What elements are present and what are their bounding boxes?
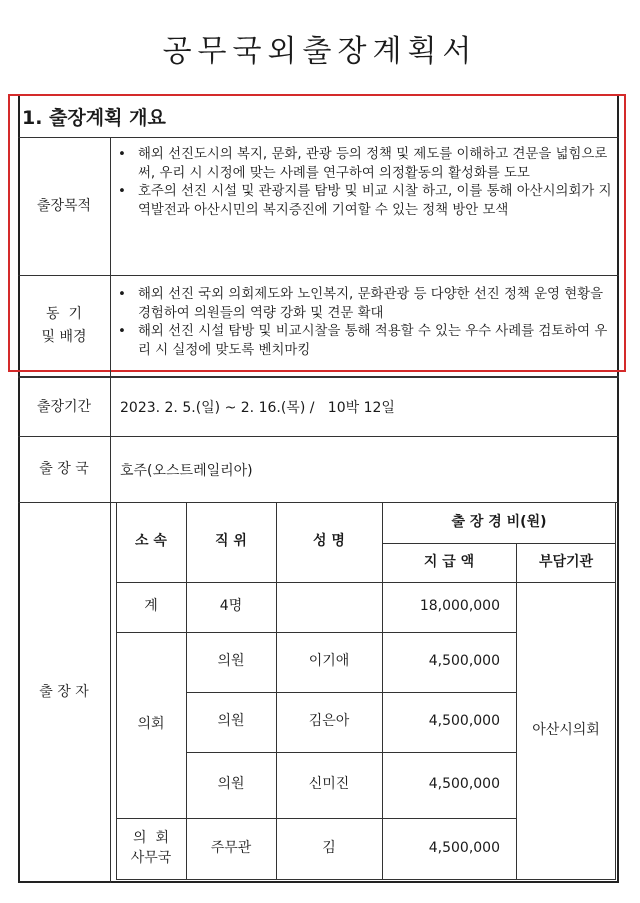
row-amount: 4,500,000 xyxy=(428,840,500,857)
row-position: 의원 xyxy=(217,776,245,793)
motive-label xyxy=(18,275,110,376)
row-amount: 4,500,000 xyxy=(428,776,500,793)
purpose-text: 호주의 선진 시설 및 관광지를 탐방 및 비교 시찰 하고, 이를 통해 아산시의회가 지역발전과 아산시민의 복지증진에 기여할 수 있는 정책 방안 모색 xyxy=(138,184,612,218)
motive-list xyxy=(116,286,612,360)
motive-text: 해외 선진 시설 탐방 및 비교시찰을 통해 적용할 수 있는 우수 사례를 검토하여 우리 시 실정에 맞도록 벤치마킹 xyxy=(138,324,608,358)
label-column-divider xyxy=(110,137,111,883)
row-amount: 4,500,000 xyxy=(428,713,500,730)
header-position: 직 위 xyxy=(215,533,247,550)
country-value: 호주(오스트레일리아) xyxy=(120,463,253,479)
purpose-list xyxy=(116,146,612,220)
document-title: 공무국외출장계획서 xyxy=(162,34,478,69)
list-item: • 해외 선진 국외 의회제도와 노인복지, 문화관광 등 다양한 선진 정책 운영 현황을 경험하여 의원들의 역량 강화 및 견문 확대 xyxy=(118,287,604,321)
row-name: 김 xyxy=(322,840,336,857)
motive-text: 해외 선진 국외 의회제도와 노인복지, 문화관광 등 다양한 선진 정책 운영 현황을 경험하여 의원들의 역량 강화 및 견문 확대 xyxy=(138,287,604,321)
affiliation-office xyxy=(116,818,186,880)
period-label: 출장기간 xyxy=(36,398,92,415)
row-name: 신미진 xyxy=(308,776,350,793)
list-item: • 호주의 선진 시설 및 관광지를 탐방 및 비교 시찰 하고, 이를 통해 아산시의회가 지역발전과 아산시민의 복지증진에 기여할 수 있는 정책 방안 모색 xyxy=(118,184,612,218)
purpose-label: 출장목적 xyxy=(36,197,92,214)
header-amount: 지 급 액 xyxy=(423,553,475,570)
header-name: 성 명 xyxy=(313,533,345,550)
row-position: 의원 xyxy=(217,713,245,730)
office-label-line: 사무국 xyxy=(130,850,172,866)
affiliation-council: 의회 xyxy=(137,716,165,733)
total-amount: 18,000,000 xyxy=(419,598,500,615)
motive-label-line: 및 배경 xyxy=(41,328,87,345)
header-payer: 부담기관 xyxy=(538,553,594,570)
travelers-label: 출 장 자 xyxy=(39,684,89,701)
country-label: 출 장 국 xyxy=(39,460,89,477)
section-heading: 1. 출장계획 개요 xyxy=(22,107,166,129)
header-affiliation: 소 속 xyxy=(135,533,167,550)
row-amount: 4,500,000 xyxy=(428,653,500,670)
total-label: 계 xyxy=(144,598,158,615)
total-count: 4명 xyxy=(219,598,243,615)
row-name: 김은아 xyxy=(308,713,350,730)
motive-label-line: 동 기 xyxy=(46,306,82,323)
row-position: 주무관 xyxy=(210,840,252,857)
row-position: 의원 xyxy=(217,653,245,670)
purpose-text: 해외 선진도시의 복지, 문화, 관광 등의 정책 및 제도를 이해하고 견문을 넓힘으로써, 우리 시 시정에 맞는 사례를 연구하여 의정활동의 활성화를 도모 xyxy=(138,147,608,181)
list-item: • 해외 선진도시의 복지, 문화, 관광 등의 정책 및 제도를 이해하고 견문을 넓힘으로써, 우리 시 시정에 맞는 사례를 연구하여 의정활동의 활성화를 도모 xyxy=(118,147,608,181)
header-cost: 출 장 경 비(원) xyxy=(451,513,547,530)
row-name: 이기애 xyxy=(308,653,350,670)
payer-value: 아산시의회 xyxy=(532,722,600,739)
office-label-line: 의 회 xyxy=(133,830,169,847)
list-item: • 해외 선진 시설 탐방 및 비교시찰을 통해 적용할 수 있는 우수 사례를 검토하여 우리 시 실정에 맞도록 벤치마킹 xyxy=(118,324,608,358)
period-value: 2023. 2. 5.(일) ~ 2. 16.(목) / 10박 12일 xyxy=(120,400,395,416)
